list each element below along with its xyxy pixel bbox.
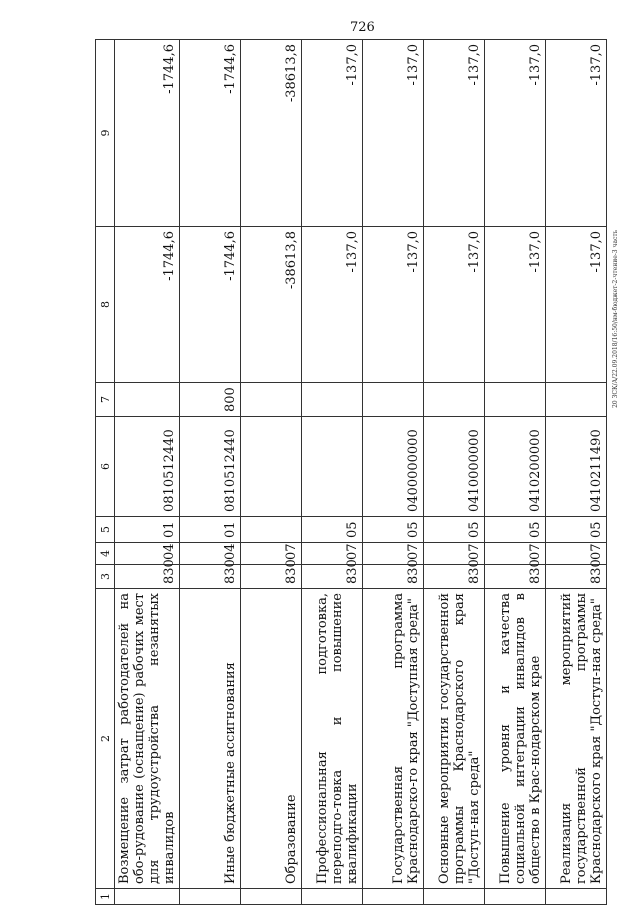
row-col1 xyxy=(363,889,424,905)
row-code-pr: 05 xyxy=(485,517,546,543)
row-code-vr xyxy=(302,383,363,417)
row-col1 xyxy=(115,889,180,905)
row-col1 xyxy=(485,889,546,905)
column-number: 9 xyxy=(96,40,115,227)
row-code-rz: 04 xyxy=(180,543,241,565)
column-number: 5 xyxy=(96,517,115,543)
row-code-rz: 07 xyxy=(363,543,424,565)
row-code-vr xyxy=(424,383,485,417)
page-number: 726 xyxy=(350,20,375,35)
footer-note: 20 ЗСК/А/22.09.2018/16:50/нм-бюджет-2-чтение-3 часть xyxy=(612,230,619,408)
row-amount-2: -38613,8 xyxy=(241,40,302,227)
row-code-pr: 01 xyxy=(115,517,180,543)
table-row xyxy=(302,40,363,905)
row-code-csr: 0400000000 xyxy=(363,417,424,517)
row-amount-2: -137,0 xyxy=(424,40,485,227)
row-name: Реализация мероприятий государственной программы Краснодарского края "Доступ-ная среда" xyxy=(546,589,607,889)
row-amount-1: -137,0 xyxy=(302,227,363,383)
row-code-rz: 07 xyxy=(302,543,363,565)
row-amount-2: -137,0 xyxy=(546,40,607,227)
row-amount-1: -1744,6 xyxy=(180,227,241,383)
column-number: 3 xyxy=(96,565,115,589)
row-name: Повышение уровня и качества социальной интеграции инвалидов в общество в Крас-нодарском крае xyxy=(485,589,546,889)
column-number: 7 xyxy=(96,383,115,417)
table-row xyxy=(485,40,546,905)
row-code-csr: 0410200000 xyxy=(485,417,546,517)
row-code-csr xyxy=(302,417,363,517)
row-code-ved: 830 xyxy=(241,565,302,589)
row-amount-1: -137,0 xyxy=(546,227,607,383)
row-code-rz: 07 xyxy=(424,543,485,565)
row-code-ved: 830 xyxy=(546,565,607,589)
table-row xyxy=(363,40,424,905)
row-amount-1: -38613,8 xyxy=(241,227,302,383)
row-code-pr: 05 xyxy=(546,517,607,543)
row-name: Основные мероприятия государственной программы Краснодарского края "Доступ-ная среда" xyxy=(424,589,485,889)
row-code-rz: 04 xyxy=(115,543,180,565)
row-amount-2: -137,0 xyxy=(302,40,363,227)
column-number: 8 xyxy=(96,227,115,383)
row-code-pr: 05 xyxy=(363,517,424,543)
row-code-rz: 07 xyxy=(241,543,302,565)
row-name: Иные бюджетные ассигнования xyxy=(180,589,241,889)
row-amount-1: -137,0 xyxy=(485,227,546,383)
row-name: Образование xyxy=(241,589,302,889)
row-code-vr: 800 xyxy=(180,383,241,417)
row-code-csr xyxy=(241,417,302,517)
rotated-table-wrapper xyxy=(95,40,604,905)
row-amount-2: -1744,6 xyxy=(115,40,180,227)
row-code-ved: 830 xyxy=(485,565,546,589)
row-name: Государственная программа Краснодарско-го края "Доступная среда" xyxy=(363,589,424,889)
table-row xyxy=(180,40,241,905)
row-code-pr: 05 xyxy=(424,517,485,543)
row-col1 xyxy=(546,889,607,905)
table-row xyxy=(546,40,607,905)
row-code-ved: 830 xyxy=(363,565,424,589)
table-row xyxy=(424,40,485,905)
row-code-rz: 07 xyxy=(485,543,546,565)
column-number: 6 xyxy=(96,417,115,517)
row-col1 xyxy=(241,889,302,905)
row-amount-1: -137,0 xyxy=(424,227,485,383)
row-code-ved: 830 xyxy=(424,565,485,589)
column-number-header xyxy=(96,40,115,905)
row-col1 xyxy=(302,889,363,905)
row-code-vr xyxy=(241,383,302,417)
row-code-ved: 830 xyxy=(302,565,363,589)
budget-table xyxy=(95,39,607,905)
row-code-vr xyxy=(363,383,424,417)
row-name: Профессиональная подготовка, переподго-товка и повышение квалификации xyxy=(302,589,363,889)
row-code-pr: 01 xyxy=(180,517,241,543)
row-code-vr xyxy=(485,383,546,417)
row-code-csr: 0410211490 xyxy=(546,417,607,517)
row-amount-1: -1744,6 xyxy=(115,227,180,383)
row-amount-2: -137,0 xyxy=(485,40,546,227)
row-code-ved: 830 xyxy=(115,565,180,589)
row-col1 xyxy=(424,889,485,905)
row-code-vr xyxy=(546,383,607,417)
row-code-pr: 05 xyxy=(302,517,363,543)
row-amount-2: -137,0 xyxy=(363,40,424,227)
row-code-pr xyxy=(241,517,302,543)
row-amount-2: -1744,6 xyxy=(180,40,241,227)
row-code-rz: 07 xyxy=(546,543,607,565)
column-number: 1 xyxy=(96,889,115,905)
table-frame xyxy=(95,40,604,905)
row-code-csr: 0810512440 xyxy=(180,417,241,517)
row-code-vr xyxy=(115,383,180,417)
row-code-csr: 0810512440 xyxy=(115,417,180,517)
row-name: Возмещение затрат работодателей на обо-рудование (оснащение) рабочих мест для трудоустройства незанятых инвалидов xyxy=(115,589,180,889)
row-amount-1: -137,0 xyxy=(363,227,424,383)
table-row xyxy=(115,40,180,905)
row-code-csr: 0410000000 xyxy=(424,417,485,517)
row-code-ved: 830 xyxy=(180,565,241,589)
row-col1 xyxy=(180,889,241,905)
column-number: 4 xyxy=(96,543,115,565)
column-number: 2 xyxy=(96,589,115,889)
table-row xyxy=(241,40,302,905)
